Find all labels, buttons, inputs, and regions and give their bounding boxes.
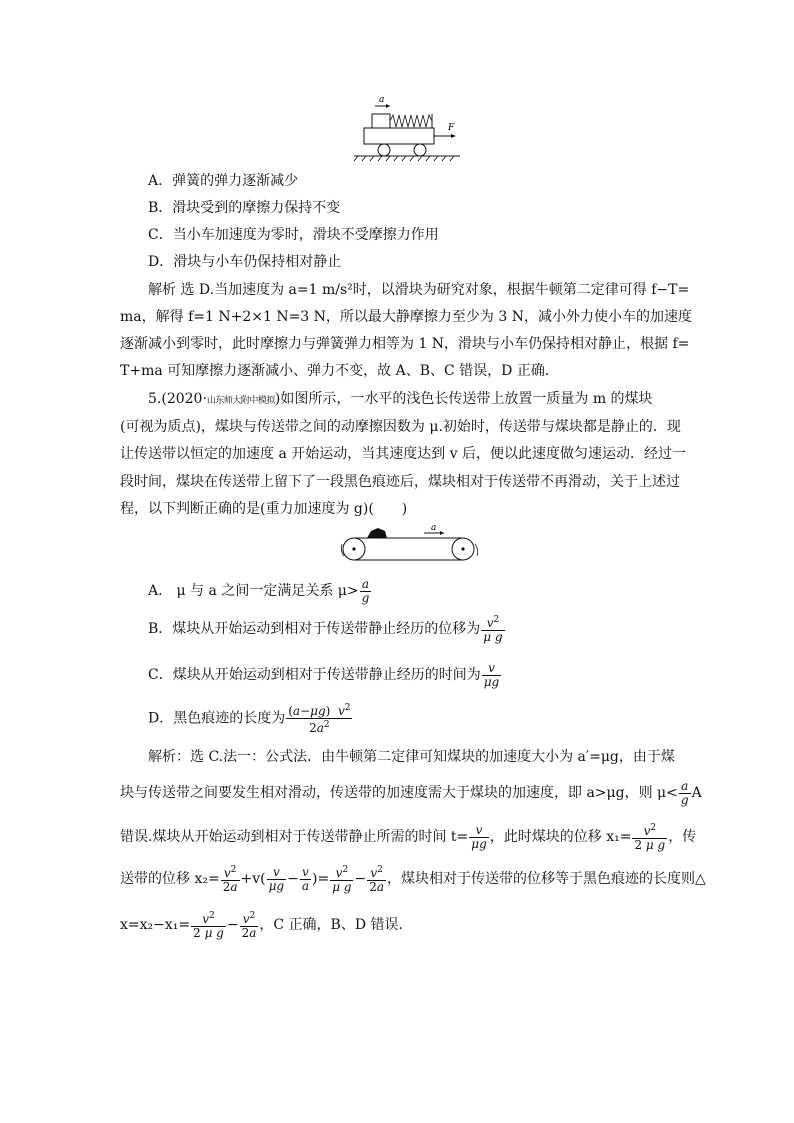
q5-line4: 段时间，煤块在传送带上留下了一段黑色痕迹后，煤块相对于传送带不再滑动，关于上述过 [120,474,680,490]
fig1-wheel-right [414,144,426,156]
fig1-force-label: F [448,123,455,133]
fig1-cart-body [364,128,434,144]
q5-source: 山东师大附中模拟 [206,396,275,406]
frac-x1: $\frac{v^2}{\text{2 μ g}}$ [634,823,666,852]
frac-x2-b: $\frac{v}{\mu g}$ [268,864,285,893]
frac-x2-e: $\frac{v^2}{2a}$ [369,865,385,894]
sol5-line3-a: 错误.煤块从开始运动到相对于传送带静止所需的时间 t= [120,829,469,845]
sol5-line3 [120,822,696,852]
q5-option-b-text: B．煤块从开始运动到相对于传送带静止经历的位移为 [148,621,481,637]
q5-line3: 让传送带以恒定的加速度 a 开始运动，当其速度达到 v 后，便以此速度做匀速运动．经过一 [120,446,687,462]
q5-option-d-text: D．黑色痕迹的长度为 [148,710,286,727]
frac-trace-length: $\frac{(a-\mu g) v^2}{2a^2}$ [288,703,351,735]
q5-option-a [148,576,372,606]
q4-option-c: C．当小车加速度为零时，滑块不受摩擦力作用 [148,227,439,243]
sol5-line2 [120,778,702,808]
q4-option-b: B．滑块受到的摩擦力保持不变 [148,200,341,216]
q5-option-a-text: A． μ 与 a 之间一定满足关系 μ> [148,583,359,599]
sol5-line4-a: 送带的位移 x₂= [120,871,220,887]
figure-conveyor-belt [338,522,488,564]
fig2-accel-label: a [431,523,437,533]
sol4-line4: T+ma 可知摩擦力逐渐减小、弹力不变，故 A、B、C 错误，D 正确． [120,363,559,379]
fig1-spring [390,115,432,127]
sol5-line5-a: x=x₂−x₁= [120,917,191,933]
sol4-line3: 逐渐减小到零时，此时摩擦力与弹簧弹力相等为 1 N，滑块与小车仍保持相对静止，根据 f= [120,336,690,352]
sol5-line1: 解析：选 C.法一：公式法．由牛顿第二定律可知煤块的加速度大小为 a′=μg，由于煤 [148,749,675,765]
sol5-line4-b: +v( [240,871,266,887]
q5-line2: (可视为质点)，煤块与传送带之间的动摩擦因数为 μ.初始时，传送带与煤块都是静止的．现 [120,419,681,435]
frac-x2-c: $\frac{v}{a}$ [301,864,309,893]
q4-option-a: A．弹簧的弹力逐渐减少 [148,173,299,189]
sol5-line2-end: A [691,785,702,801]
sol5-line4-d: ，煤块相对于传送带的位移等于黑色痕迹的长度则△ [387,871,706,887]
figure-cart-spring [350,92,462,162]
frac-a-over-g: $\frac{a}{g}$ [361,576,370,605]
sol5-line3-b: ，此时煤块的位移 x₁= [489,829,632,845]
frac-v2-over-mug: $\frac{v^2}{\text{μ g}}$ [483,615,503,644]
q5-option-b [148,614,506,644]
frac-v-over-mug: $\frac{v}{\mu g}$ [483,660,500,689]
q5-option-c-text: C．煤块从开始运动到相对于传送带静止经历的时间为 [148,667,481,683]
sol5-line4-c: )= [311,871,330,887]
q4-option-d: D．滑块与小车仍保持相对静止 [148,254,342,270]
sol4-line2: ma，解得 f=1 N+2×1 N=3 N，所以最大静摩擦力至少为 3 N，减小外力使小车的加速度 [120,309,692,325]
frac-x2-d: $\frac{v^2}{\text{μ g}}$ [332,865,352,894]
fig2-coal-block [367,528,387,538]
sol5-line5: x=x₂−x₁= $\frac{v^2}{\text{2 μ g}}$ − $\frac{v^2}{2a}$ ，C 正确，B、D 错误． [120,911,413,940]
frac-dx-a: $\frac{v^2}{\text{2 μ g}}$ [193,911,224,940]
frac-dx-b: $\frac{v^2}{2a}$ [241,911,257,940]
frac-x2-a: $\frac{v^2}{2a}$ [222,865,238,894]
q5-option-d [148,702,353,735]
sol5-line3-c: ，传 [668,829,697,845]
sol5-line5-b: ，C 正确，B、D 错误． [259,917,413,933]
q5-head-prefix: 5.(2020· [148,391,207,407]
q5-line1 [148,390,653,410]
sol5-line4: 送带的位移 x₂= $\frac{v^2}{2a}$ +v( $\frac{v}{\mu g}$ − $\frac{v}{a}$ )= $\frac{v^2}{\text{μ g}}$ − $\frac{v^2}{2a}$ ，煤块相对于传送带的位移等于黑色痕迹的长度则△ [120,864,706,894]
frac-a-over-g-2: $\frac{a}{g}$ [680,778,689,807]
q5-head-rest: )如图所示，一水平的浅色长传送带上放置一质量为 m 的煤块 [274,391,653,407]
fig1-block [372,114,390,128]
fig1-wheel-left [378,144,390,156]
q5-option-c [148,660,502,690]
q5-line5: 程，以下判断正确的是(重力加速度为 g)( ) [120,501,408,517]
sol5-line2-text: 块与传送带之间要发生相对滑动，传送带的加速度需大于煤块的加速度，即 a>μg，则 μ< [120,785,678,801]
sol4-line1: 解析 选 D.当加速度为 a=1 m/s²时，以滑块为研究对象，根据牛顿第二定律可得 f−T= [148,282,690,298]
fig1-accel-label: a [379,95,385,105]
frac-t: $\frac{v}{\mu g}$ [471,822,487,851]
